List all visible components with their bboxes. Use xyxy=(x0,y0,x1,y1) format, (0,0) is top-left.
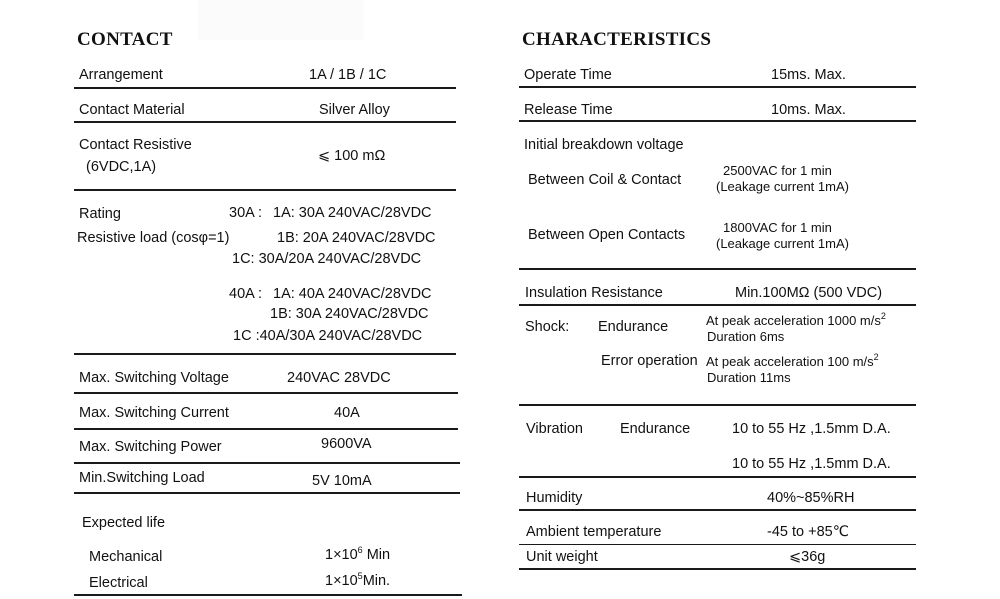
divider xyxy=(519,544,916,545)
max-power-label: Max. Switching Power xyxy=(79,439,222,455)
coil-contact-value: 2500VAC for 1 min xyxy=(723,163,832,178)
rating-30a-head: 30A : xyxy=(229,205,263,221)
unit-weight-label: Unit weight xyxy=(526,549,598,565)
mechanical-value: $1\times 10^6$ Min xyxy=(325,545,391,563)
divider xyxy=(519,268,916,270)
shock-endurance-value: At peak acceleration 1000 $m/s^2$ xyxy=(706,311,886,328)
humidity-label: Humidity xyxy=(526,490,583,506)
vibration-sublabel: Endurance xyxy=(620,421,691,437)
rating-30a-1a: 1A: 30A 240VAC/28VDC xyxy=(273,205,432,221)
contact-resistive-sublabel: (6VDC,1A) xyxy=(86,159,157,175)
vibration-value-2: 10 to 55 Hz ,1.5mm D.A. xyxy=(732,456,891,472)
divider xyxy=(519,509,916,511)
rating-40a-1c: 1C :40A/30A 240VAC/28VDC xyxy=(233,328,423,344)
open-contacts-label: Between Open Contacts xyxy=(528,227,686,243)
divider xyxy=(74,428,458,430)
characteristics-heading: CHARACTERISTICS xyxy=(522,29,712,50)
divider xyxy=(74,87,456,89)
expected-life-label: Expected life xyxy=(82,515,166,531)
divider xyxy=(74,189,456,191)
contact-material-value: Silver Alloy xyxy=(319,102,390,118)
operate-time-label: Operate Time xyxy=(524,67,612,83)
max-power-value: 9600VA xyxy=(321,436,372,452)
divider xyxy=(519,568,916,570)
shock-error-value: At peak acceleration 100 $m/s^2$ xyxy=(706,352,879,369)
release-time-label: Release Time xyxy=(524,102,613,118)
vibration-label: Vibration xyxy=(526,421,583,437)
divider xyxy=(519,86,916,88)
coil-contact-label: Between Coil & Contact xyxy=(528,172,682,188)
rating-30a-1b: 1B: 20A 240VAC/28VDC xyxy=(277,230,436,246)
max-voltage-value: 240VAC 28VDC xyxy=(287,370,391,386)
coil-contact-note: (Leakage current 1mA) xyxy=(716,179,849,194)
open-contacts-value: 1800VAC for 1 min xyxy=(723,220,832,235)
insulation-value: Min.100MΩ (500 VDC) xyxy=(735,285,883,301)
divider xyxy=(74,353,456,355)
contact-heading: CONTACT xyxy=(77,29,173,50)
divider xyxy=(519,404,916,406)
operate-time-value: 15ms. Max. xyxy=(771,67,846,83)
arrangement-value: 1A / 1B / 1C xyxy=(309,67,387,83)
max-voltage-label: Max. Switching Voltage xyxy=(79,370,229,386)
divider xyxy=(74,492,460,494)
divider xyxy=(74,594,462,596)
faint-background-box xyxy=(198,0,363,40)
rating-40a-head: 40A : xyxy=(229,286,263,302)
rating-30a-1c: 1C: 30A/20A 240VAC/28VDC xyxy=(232,251,422,267)
divider xyxy=(519,120,916,122)
shock-error-duration: Duration 11ms xyxy=(707,370,791,385)
min-load-label: Min.Switching Load xyxy=(79,470,205,486)
divider xyxy=(74,462,460,464)
humidity-value: 40%~85%RH xyxy=(767,490,855,506)
shock-error-label: Error operation xyxy=(601,353,698,369)
rating-40a-1a: 1A: 40A 240VAC/28VDC xyxy=(273,286,432,302)
unit-weight-value: ⩽36g xyxy=(789,549,826,565)
divider xyxy=(74,121,456,123)
breakdown-label: Initial breakdown voltage xyxy=(524,137,684,153)
min-load-value: 5V 10mA xyxy=(312,473,372,489)
mechanical-label: Mechanical xyxy=(89,549,163,565)
rating-label: Rating xyxy=(79,206,121,222)
ambient-value: -45 to +85℃ xyxy=(767,524,849,540)
shock-endurance-duration: Duration 6ms xyxy=(707,329,785,344)
shock-label: Shock: xyxy=(525,319,570,335)
insulation-label: Insulation Resistance xyxy=(525,285,663,301)
divider xyxy=(519,304,916,306)
electrical-value: $1\times 10^5Min$. xyxy=(325,571,391,589)
electrical-label: Electrical xyxy=(89,575,148,591)
vibration-value-1: 10 to 55 Hz ,1.5mm D.A. xyxy=(732,421,891,437)
contact-resistive-value: ⩽ 100 mΩ xyxy=(318,148,386,164)
divider xyxy=(74,392,458,394)
divider xyxy=(519,476,916,478)
contact-material-label: Contact Material xyxy=(79,102,185,118)
arrangement-label: Arrangement xyxy=(79,67,163,83)
contact-resistive-label: Contact Resistive xyxy=(79,137,192,153)
ambient-label: Ambient temperature xyxy=(526,524,662,540)
max-current-label: Max. Switching Current xyxy=(79,405,229,421)
release-time-value: 10ms. Max. xyxy=(771,102,846,118)
rating-sublabel: Resistive load (cosφ=1) xyxy=(77,230,230,246)
shock-endurance-label: Endurance xyxy=(598,319,669,335)
max-current-value: 40A xyxy=(334,405,360,421)
rating-40a-1b: 1B: 30A 240VAC/28VDC xyxy=(270,306,429,322)
open-contacts-note: (Leakage current 1mA) xyxy=(716,236,849,251)
